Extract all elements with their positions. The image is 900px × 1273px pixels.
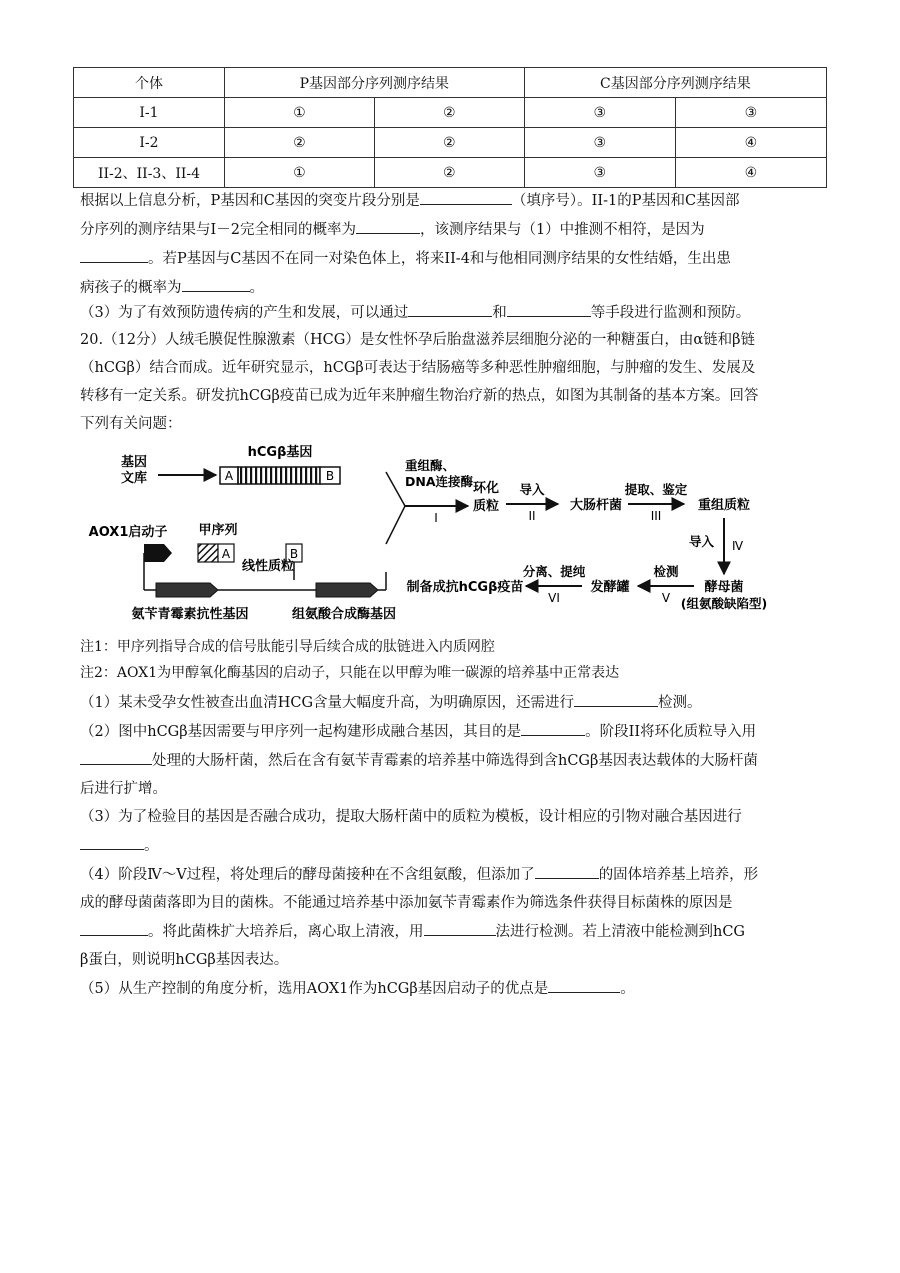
table-cell: ③: [524, 98, 675, 128]
step6-number: VI: [548, 591, 560, 605]
histidine-gene-shape: [316, 583, 378, 597]
text-line: （3）为了有效预防遗传病的产生和发展，可以通过 和 等手段进行监测和预防。: [80, 298, 822, 327]
amp-resistance-gene-label: 氨苄青霉素抗性基因: [131, 607, 249, 622]
text-line: 20.（12分）人绒毛膜促性腺激素（HCG）是女性怀孕后胎盘滋养层细胞分泌的一种糖蛋白，由α链和β链: [80, 332, 756, 348]
site-a-label-2: A: [221, 547, 231, 561]
note-1: 注1：甲序列指导合成的信号肽能引导后续合成的肽链进入内质网腔: [80, 639, 495, 655]
aox1-promoter-label: AOX1启动子: [88, 525, 168, 540]
step2-number: II: [528, 509, 536, 523]
step1-number: I: [434, 511, 438, 525]
answer-blank[interactable]: [80, 831, 144, 850]
answer-blank[interactable]: [420, 186, 512, 205]
table-cell: ①: [225, 158, 375, 188]
step5-number: V: [661, 591, 671, 605]
step4-number: Ⅳ: [732, 539, 744, 553]
text-line: 分序列的测序结果与I－2完全相同的概率为 ，该测序结果与（1）中推测不相符，是因为: [80, 215, 822, 244]
text-line: 成的酵母菌菌落即为目的菌株。不能通过培养基中添加氨苄青霉素作为筛选条件获得目标菌株的原因是: [80, 895, 733, 911]
text-line: （5）从生产控制的角度分析，选用AOX1作为hCGβ基因启动子的优点是 。: [80, 974, 822, 1003]
table-row: [74, 98, 827, 128]
text-line: 处理的大肠杆菌，然后在含有氨苄青霉素的培养基中筛选得到含hCGβ基因表达载体的大肠杆菌: [80, 746, 822, 775]
table-cell: ③: [524, 128, 675, 158]
gene-library-label-2: 文库: [120, 471, 148, 486]
table-cell: ②: [374, 98, 524, 128]
yeast-type-label: (组氨酸缺陷型): [680, 596, 768, 611]
text-line: （1）某未受孕女性被查出血清HCG含量大幅度升高，为明确原因，还需进行 检测。: [80, 688, 822, 717]
table-cell: ④: [675, 128, 826, 158]
answer-blank[interactable]: [548, 974, 620, 993]
question-20-parts: [80, 688, 822, 1003]
recombinant-plasmid-label: 重组质粒: [697, 498, 751, 513]
step1-label-2: DNA连接酶: [405, 474, 474, 489]
sequencing-table: [73, 67, 827, 188]
answer-blank[interactable]: [507, 298, 591, 317]
yeast-label: 酵母菌: [704, 580, 744, 595]
table-cell: I-1: [74, 98, 225, 128]
answer-blank[interactable]: [80, 244, 148, 263]
import4-label: 导入: [688, 534, 714, 549]
text-line: （3）为了检验目的基因是否融合成功，提取大肠杆菌中的质粒为模板，设计相应的引物对融合基因进行: [80, 809, 742, 825]
histidine-gene-label: 组氨酸合成酶基因: [291, 607, 397, 622]
table-cell: ②: [374, 158, 524, 188]
signal-sequence-box: [198, 544, 218, 562]
vaccine-preparation-diagram: [80, 438, 800, 634]
step1-label-1: 重组酶、: [405, 458, 456, 473]
circular-plasmid-label-2: 质粒: [472, 499, 500, 514]
text-line: 。: [80, 831, 822, 860]
text-line: 根据以上信息分析，P基因和C基因的突变片段分别是 （填序号）。II-1的P基因和C基因部: [80, 186, 822, 215]
table-row: [74, 158, 827, 188]
site-b-label-2: B: [289, 547, 299, 561]
gene-library-label-1: 基因: [120, 455, 148, 470]
promoter-shape: [144, 544, 172, 562]
text-line: 转移有一定关系。研发抗hCGβ疫苗已成为近年来肿瘤生物治疗新的热点，如图为其制备的基本方案。回答: [80, 388, 759, 404]
signal-sequence-label: 甲序列: [198, 523, 238, 538]
note-2: 注2：AOX1为甲醇氧化酶基因的启动子，只能在以甲醇为唯一碳源的培养基中正常表达: [80, 665, 620, 681]
text-line: 后进行扩增。: [80, 781, 167, 797]
text-line: （4）阶段Ⅳ～V过程，将处理后的酵母菌接种在不含组氨酸，但添加了 的固体培养基上培养，形: [80, 860, 822, 889]
circular-plasmid-label-1: 环化: [472, 481, 500, 496]
linear-plasmid-label: 线性质粒: [241, 559, 295, 574]
question-19-part2: [80, 186, 822, 302]
table-cell: ①: [225, 98, 375, 128]
text-line: （hCGβ）结合而成。近年研究显示，hCGβ可表达于结肠癌等多种恶性肿瘤细胞，与肿瘤的发生、发展及: [80, 360, 756, 376]
answer-blank[interactable]: [80, 746, 152, 765]
answer-blank[interactable]: [80, 917, 148, 936]
answer-blank[interactable]: [535, 860, 599, 879]
merge-line-bottom: [386, 506, 405, 544]
table-header: C基因部分序列测序结果: [524, 68, 826, 98]
hcg-gene-label: hCGβ基因: [247, 445, 313, 460]
table-cell: ③: [524, 158, 675, 188]
detect-label: 检测: [653, 564, 679, 579]
answer-blank[interactable]: [521, 717, 585, 736]
table-cell: ②: [225, 128, 375, 158]
text-line: （2）图中hCGβ基因需要与甲序列一起构建形成融合基因，其目的是 。阶段II将环化质粒导入用: [80, 717, 822, 746]
question-19-part3: [80, 298, 822, 327]
text-line: β蛋白，则说明hCGβ基因表达。: [80, 952, 289, 968]
answer-blank[interactable]: [574, 688, 658, 707]
answer-blank[interactable]: [424, 917, 496, 936]
table-cell: II-2、II-3、II-4: [74, 158, 225, 188]
answer-blank[interactable]: [356, 215, 420, 234]
amp-resistance-gene-shape: [156, 583, 218, 597]
fermenter-label: 发酵罐: [590, 580, 630, 595]
answer-blank[interactable]: [408, 298, 492, 317]
separation-label: 分离、提纯: [522, 564, 586, 579]
vaccine-label: 制备成抗hCGβ疫苗: [406, 580, 524, 595]
text-line: 。将此菌株扩大培养后，离心取上清液，用 法进行检测。若上清液中能检测到hCG: [80, 917, 822, 946]
step3-number: III: [650, 509, 662, 523]
table-header: 个体: [74, 68, 225, 98]
text-line: 下列有关问题：: [80, 416, 182, 432]
extract-label: 提取、鉴定: [624, 482, 688, 497]
table-header-row: [74, 68, 827, 98]
answer-blank[interactable]: [182, 273, 250, 292]
notes: [80, 634, 822, 686]
table-header: P基因部分序列测序结果: [225, 68, 525, 98]
table-cell: ④: [675, 158, 826, 188]
import-label: 导入: [519, 482, 545, 497]
merge-line-top: [386, 472, 405, 506]
table-cell: ③: [675, 98, 826, 128]
ecoli-label: 大肠杆菌: [569, 498, 623, 513]
question-20-stem: [80, 326, 822, 438]
hcg-gene-segment: [238, 467, 320, 484]
text-line: 。若P基因与C基因不在同一对染色体上，将来II-4和与他相同测序结果的女性结婚，生出患: [80, 244, 822, 273]
table-cell: ②: [374, 128, 524, 158]
site-a-label: A: [224, 469, 234, 483]
table-row: [74, 128, 827, 158]
site-b-label: B: [325, 469, 335, 483]
text-line: 病孩子的概率为 。: [80, 273, 822, 302]
table-cell: I-2: [74, 128, 225, 158]
